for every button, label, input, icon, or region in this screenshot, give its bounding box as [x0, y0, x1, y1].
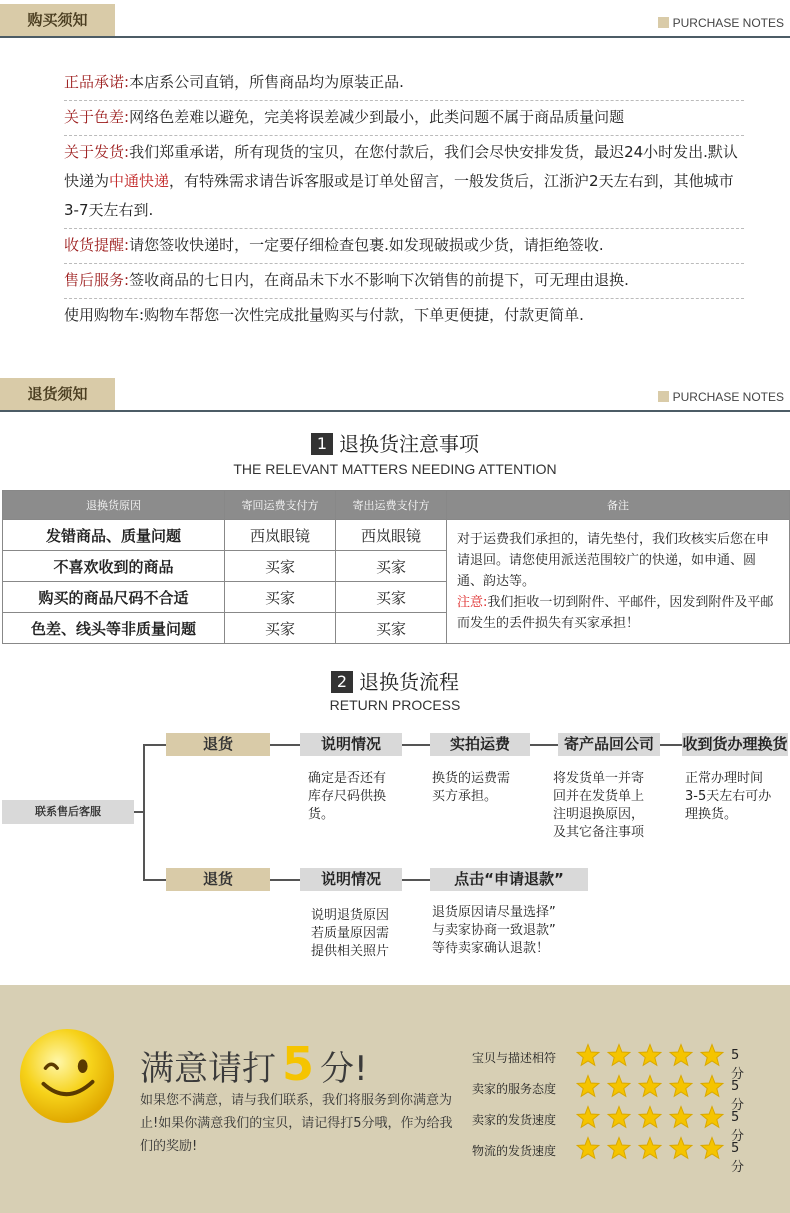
table-header: 寄回运费支付方	[225, 491, 336, 520]
star-icon	[639, 1107, 661, 1128]
star-icon	[670, 1045, 692, 1066]
step-explain: 说明情况	[300, 733, 402, 756]
step-mail-back: 寄产品回公司	[558, 733, 660, 756]
table-row: 发错商品、质量问题 西岚眼镜 西岚眼镜 对于运费我们承担的，请先垫付，我们玫核实后您在申请退回。请您使用派送范围较广的快递，如申通、圆通、韵达等。 注意:我们拒收一切到附件、平邮件，因发到附件及平邮而发生的丢件损失有买家承担！	[3, 520, 790, 551]
step-photo-shipping: 实拍运费	[430, 733, 530, 756]
star-rating	[576, 1105, 726, 1131]
star-icon	[639, 1045, 661, 1066]
connector-line	[143, 744, 145, 880]
return-pill-bottom: 退货	[166, 868, 270, 891]
table-row: 色差、线头等非质量问题 买家 买家	[3, 613, 790, 644]
step-apply-refund: 点击“申请退款”	[430, 868, 588, 891]
note-shipping: 关于发货:我们郑重承诺，所有现货的宝贝，在您付款后，我们会尽快安排发货，最迟24小时发出.默认快递为中通快递，有特殊需求请告诉客服或是订单处留言，一般发货后，江浙沪2天左右到，其他城市3-7天左右到.	[64, 136, 744, 229]
table-header: 退换货原因	[3, 491, 225, 520]
purchase-notes-list	[64, 66, 744, 333]
star-icon	[577, 1045, 599, 1066]
star-icon	[639, 1138, 661, 1159]
desc-explain: 确定是否还有 库存尺码供换 货。	[308, 771, 387, 822]
contact-service-box: 联系售后客服	[2, 800, 134, 824]
star-icon	[701, 1107, 723, 1128]
courier-highlight: 中通快递	[109, 172, 170, 190]
desc-receive-exchange: 正常办理时间 3-5天左右可办 理换货。	[685, 771, 772, 822]
table-row: 购买的商品尺码不合适 买家 买家	[3, 582, 790, 613]
desc-mail-back: 将发货单一并寄 回并在发货单上 注明退换原因， 及其它备注事项	[553, 771, 645, 840]
star-icon	[670, 1138, 692, 1159]
star-rating	[576, 1074, 726, 1100]
step-explain-refund: 说明情况	[300, 868, 402, 891]
star-rating	[576, 1043, 726, 1069]
star-icon	[577, 1107, 599, 1128]
table-row: 不喜欢收到的商品 买家 买家	[3, 551, 790, 582]
note-cart: 使用购物车:购物车帮您一次性完成批量购买与付款，下单更便捷，付款更简单.	[64, 306, 584, 324]
rating-banner: 满意请打 5 分! 如果您不满意，请与我们联系，我们将服务到你满意为止!如果你满意我们的宝贝，请记得打5分哦，作为给我们的奖励! 宝贝与描述相符 5分 卖家的服务态度 5分 卖家的发货速度 5分 物流的发货速度 5分	[0, 985, 790, 1213]
note-color-difference: 关于色差:网络色差难以避免，完美将误差减少到最小，此类问题不属于商品质量问题	[64, 101, 744, 136]
purchase-notes-label: PURCHASE NOTES	[658, 16, 784, 30]
square-icon	[658, 391, 669, 402]
note-after-sales: 售后服务:签收商品的七日内，在商品未下水不影响下次销售的前提下，可无理由退换.	[64, 264, 744, 299]
star-icon	[608, 1076, 630, 1097]
purchase-section-header	[0, 4, 790, 38]
star-icon	[577, 1076, 599, 1097]
return-flowchart	[0, 720, 790, 970]
return-pill-top: 退货	[166, 733, 270, 756]
table-header: 寄出运费支付方	[336, 491, 447, 520]
attention-heading-en: THE RELEVANT MATTERS NEEDING ATTENTION	[233, 461, 557, 477]
step-receive-exchange: 收到货办理换货	[682, 733, 788, 756]
star-icon	[608, 1045, 630, 1066]
remark-cell: 对于运费我们承担的，请先垫付，我们玫核实后您在申请退回。请您使用派送范围较广的快递，如申通、圆通、韵达等。 注意:我们拒收一切到附件、平邮件，因发到附件及平邮而发生的丢件损失有买家承担！	[447, 520, 790, 644]
process-heading: 2 退换货流程 RETURN PROCESS	[0, 666, 790, 713]
star-icon	[701, 1045, 723, 1066]
star-icon	[577, 1138, 599, 1159]
star-icon	[608, 1138, 630, 1159]
returns-notes-label: PURCHASE NOTES	[658, 390, 784, 404]
returns-tab: 退货须知	[0, 378, 115, 410]
purchase-tab: 购买须知	[0, 4, 115, 36]
section-divider	[0, 36, 790, 38]
table-header-row	[3, 491, 790, 520]
square-icon	[658, 17, 669, 28]
desc-explain-refund: 说明退货原因 若质量原因需 提供相关照片	[311, 908, 390, 959]
star-icon	[670, 1076, 692, 1097]
star-icon	[701, 1076, 723, 1097]
returns-section-header	[0, 378, 790, 412]
note-genuine: 正品承诺:本店系公司直销，所售商品均为原装正品.	[64, 66, 744, 101]
rating-text: 如果您不满意，请与我们联系，我们将服务到你满意为止!如果你满意我们的宝贝，请记得打5分哦，作为给我们的奖励!	[140, 1093, 453, 1154]
star-icon	[608, 1107, 630, 1128]
desc-photo-shipping: 换货的运费需 买方承担。	[432, 771, 511, 804]
process-heading-en: RETURN PROCESS	[329, 697, 461, 713]
star-icon	[701, 1138, 723, 1159]
rating-title: 满意请打 5 分!	[140, 1037, 368, 1091]
note-receiving: 收货提醒:请您签收快递时，一定要仔细检查包裹.如发现破损或少货，请拒绝签收.	[64, 229, 744, 264]
desc-apply-refund: 退货原因请尽量选择” 与卖家协商一致退款” 等待卖家确认退款！	[432, 905, 556, 956]
attention-heading: 1 退换货注意事项 THE RELEVANT MATTERS NEEDING ATTENTION	[0, 428, 790, 477]
star-icon	[639, 1076, 661, 1097]
smiley-icon	[18, 1027, 116, 1125]
returns-table	[2, 490, 790, 644]
table-header: 备注	[447, 491, 790, 520]
section-divider	[0, 410, 790, 412]
star-rating	[576, 1136, 726, 1162]
star-icon	[670, 1107, 692, 1128]
